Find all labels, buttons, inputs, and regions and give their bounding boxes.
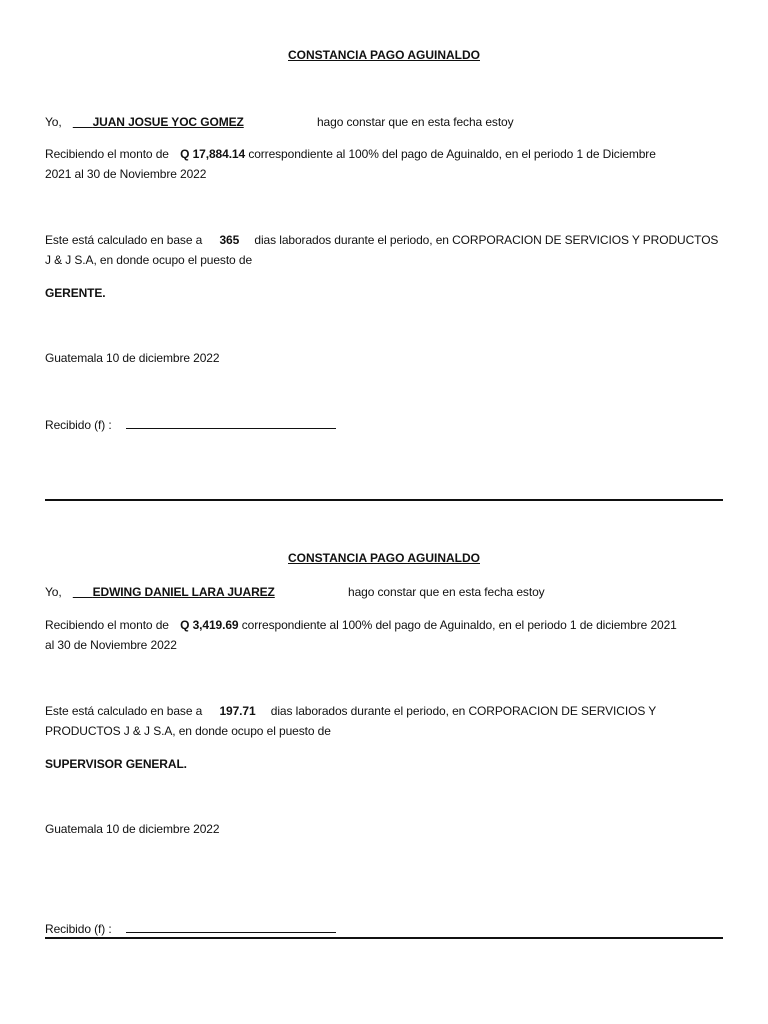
amount-line: Recibiendo el monto de Q 17,884.14 correspondiente al 100% del pago de Aguinaldo, en el periodo 1 de Diciembre <box>45 147 656 161</box>
signature-blank <box>126 920 336 933</box>
base-line-2: J & J S.A, en donde ocupo el puesto de <box>45 253 253 267</box>
days-value: 197.71 <box>219 704 256 718</box>
base-line: Este está calculado en base a 365 dias laborados durante el periodo, en CORPORACION DE SERVICIOS Y PRODUCTOS <box>45 233 719 247</box>
employee-name: ___EDWING DANIEL LARA JUAREZ <box>72 585 275 599</box>
position-value: SUPERVISOR GENERAL. <box>45 757 187 771</box>
place-date: Guatemala 10 de diciembre 2022 <box>45 351 220 365</box>
amount-line: Recibiendo el monto de Q 3,419.69 correspondiente al 100% del pago de Aguinaldo, en el periodo 1 de diciembre 2021 <box>45 618 677 632</box>
signature-line: Recibido (f) : <box>45 415 336 435</box>
period-line: al 30 de Noviembre 2022 <box>45 638 177 652</box>
base-line: Este está calculado en base a 197.71 dias laborados durante el periodo, en CORPORACION DE SERVICIOS Y <box>45 704 657 718</box>
constancia-title: CONSTANCIA PAGO AGUINALDO <box>288 48 480 62</box>
signature-blank <box>126 416 336 429</box>
amount-value: Q 17,884.14 <box>180 147 246 161</box>
yo-line: Yo, ___EDWING DANIEL LARA JUAREZ hago constar que en esta fecha estoy <box>45 585 545 599</box>
signature-line: Recibido (f) : <box>45 919 336 939</box>
position-value: GERENTE. <box>45 286 106 300</box>
amount-value: Q 3,419.69 <box>180 618 239 632</box>
days-value: 365 <box>219 233 240 247</box>
constancia-title: CONSTANCIA PAGO AGUINALDO <box>288 551 480 565</box>
employee-name: ___JUAN JOSUE YOC GOMEZ <box>72 115 244 129</box>
base-line-2: PRODUCTOS J & J S.A, en donde ocupo el puesto de <box>45 724 331 738</box>
separator-rule <box>45 499 723 501</box>
bottom-rule <box>45 937 723 939</box>
yo-line: Yo, ___JUAN JOSUE YOC GOMEZ hago constar que en esta fecha estoy <box>45 115 514 129</box>
period-line: 2021 al 30 de Noviembre 2022 <box>45 167 207 181</box>
place-date: Guatemala 10 de diciembre 2022 <box>45 822 220 836</box>
